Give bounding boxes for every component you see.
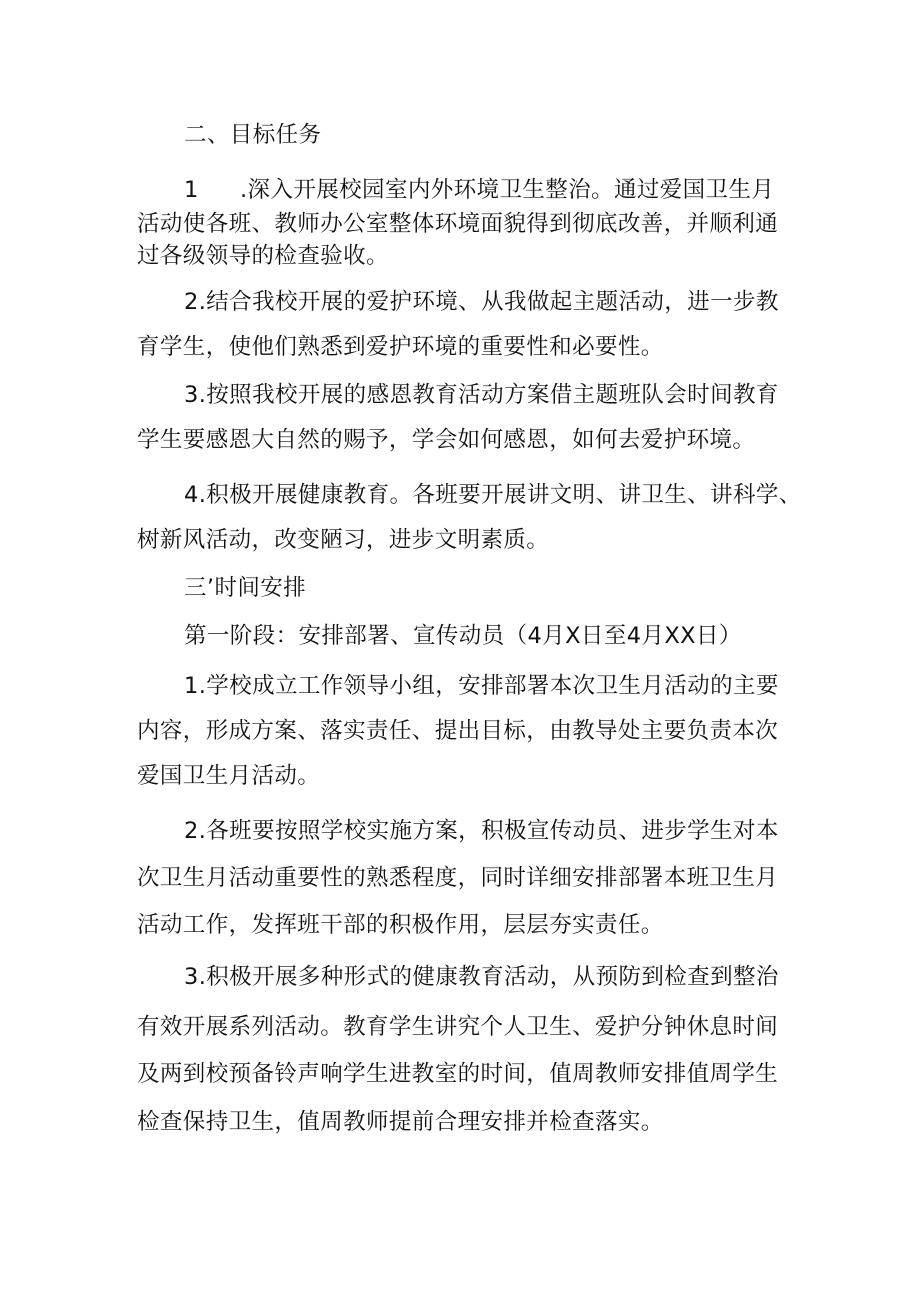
stage-item-2-line-2: 次卫生月活动重要性的熟悉程度，同时详细安排部署本班卫生月 [137,865,779,891]
stage-item-3-line-3: 及两到校预备铃声响学生进教室的时间，值周教师安排值周学生 [137,1061,779,1087]
stage-item-3-line-1 [184,963,779,991]
stage-item-1-number: 1 [184,673,199,699]
goal-item-2-text: .结合我校开展的爱护环境、从我做起主题活动，进一步教 [198,289,779,315]
goal-item-3-number: 3 [184,382,199,408]
stage-item-2-text: .各班要按照学校实施方案，积极宣传动员、进步学生对本 [198,818,779,844]
goal-item-2-line-1 [184,288,779,316]
goal-item-1-line-2: 活动使各班、教师办公室整体环境面貌得到彻底改善，并顺利通 [137,211,779,237]
section-heading-goals: 二、目标任务 [184,122,322,148]
stage-item-3-text: .积极开展多种形式的健康教育活动，从预防到检查到整治 [198,964,779,990]
goal-item-4-text: .积极开展健康教育。各班要开展讲文明、讲卫生、讲科学、 [198,482,802,508]
stage-item-1-line-1 [184,672,779,700]
goal-item-2-number: 2 [184,289,199,315]
goal-item-3-line-2: 学生要感恩大自然的赐予，学会如何感恩，如何去爱护环境。 [137,427,756,453]
stage-item-1-line-3: 爱国卫生月活动。 [137,763,321,789]
stage-1-heading: 第一阶段：安排部署、宣传动员（4月X日至4月XX日） [184,623,742,649]
goal-item-3-line-1 [184,381,779,409]
stage-item-1-line-2: 内容，形成方案、落实责任、提出目标，由教导处主要负责本次 [137,718,779,744]
section-heading-schedule: 三’时间安排 [184,575,307,601]
stage-item-2-line-1 [184,817,779,845]
goal-item-4-line-2: 树新风活动，改变陋习，进步文明素质。 [137,527,550,553]
stage-item-3-line-2: 有效开展系列活动。教育学生讲究个人卫生、爱护分钟休息时间 [137,1014,779,1040]
goal-item-1-number: 1 [184,177,199,203]
goal-item-2-line-2: 育学生，使他们熟悉到爱护环境的重要性和必要性。 [137,334,664,360]
stage-item-2-number: 2 [184,818,199,844]
goal-item-4-line-1 [184,481,802,509]
goal-item-3-text: .按照我校开展的感恩教育活动方案借主题班队会时间教育 [198,382,779,408]
stage-item-3-number: 3 [184,964,199,990]
stage-item-3-line-4: 检查保持卫生，值周教师提前合理安排并检查落实。 [137,1109,664,1135]
stage-item-1-text: .学校成立工作领导小组，安排部署本次卫生月活动的主要 [198,673,779,699]
goal-item-1-line-3: 过各级领导的检查验收。 [137,243,389,269]
goal-item-1-line-1 [184,176,774,204]
stage-item-2-line-3: 活动工作，发挥班干部的积极作用，层层夯实责任。 [137,912,664,938]
goal-item-1-text: .深入开展校园室内外环境卫生整治。通过爱国卫生月 [240,177,775,203]
goal-item-4-number: 4 [184,482,199,508]
